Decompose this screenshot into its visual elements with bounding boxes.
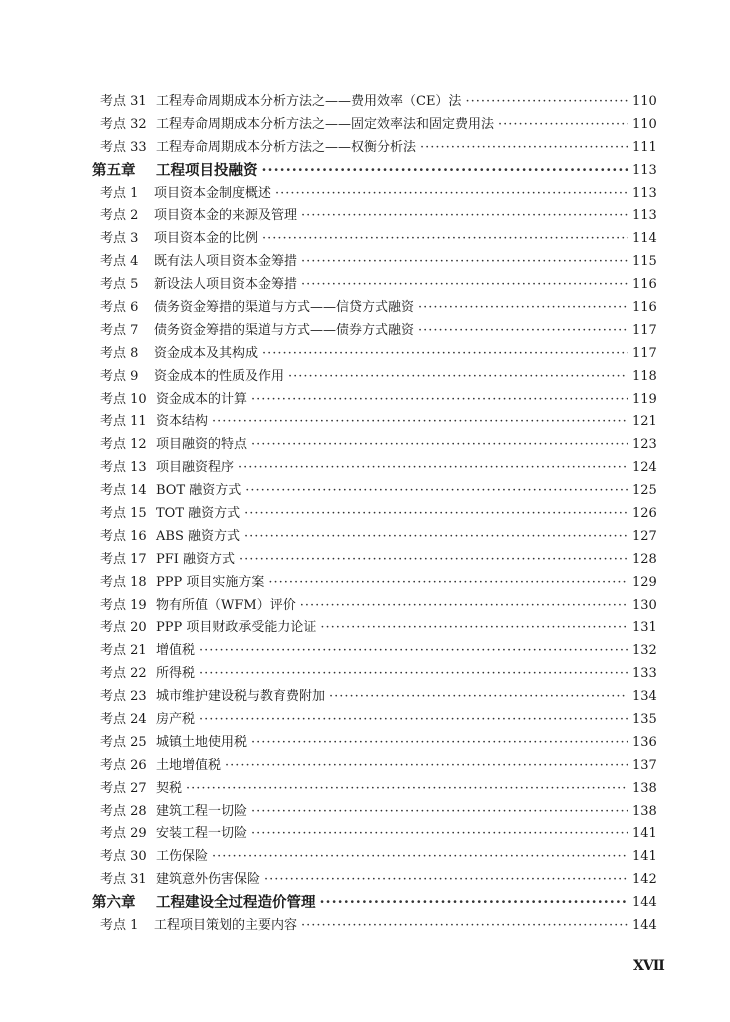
entry-title: 债务资金筹措的渠道与方式——信贷方式融资 bbox=[154, 300, 415, 315]
entry-title: 新设法人项目资本金筹措 bbox=[154, 277, 298, 293]
toc-entry bbox=[92, 320, 657, 343]
chapter-title: 工程建设全过程造价管理 bbox=[156, 894, 316, 912]
leader-dots bbox=[301, 915, 628, 938]
entry-label: 考点 23 bbox=[100, 689, 147, 705]
entry-label: 考点 8 bbox=[100, 345, 139, 361]
entry-label: 考点 9 bbox=[100, 368, 139, 384]
toc-entry bbox=[92, 526, 657, 549]
leader-dots bbox=[262, 228, 628, 251]
entry-title: 工程寿命周期成本分析方法之——权衡分析法 bbox=[156, 139, 417, 155]
entry-label: 考点 12 bbox=[100, 437, 147, 453]
toc-entry bbox=[92, 457, 657, 480]
entry-title: 安装工程一切险 bbox=[156, 826, 248, 842]
entry-label: 考点 1 bbox=[100, 185, 139, 201]
entry-title: 工伤保险 bbox=[156, 849, 209, 865]
page-ref: 133 bbox=[632, 666, 657, 682]
entry-label: 考点 25 bbox=[100, 734, 147, 750]
entry-label: 考点 13 bbox=[100, 460, 147, 476]
toc-entry bbox=[92, 137, 657, 160]
entry-label: 考点 15 bbox=[100, 506, 147, 522]
page-ref: 127 bbox=[632, 528, 657, 544]
page-ref: 138 bbox=[632, 803, 657, 819]
leader-dots bbox=[301, 274, 628, 297]
entry-label: 考点 4 bbox=[100, 254, 139, 270]
page-ref: 117 bbox=[632, 322, 657, 338]
leader-dots bbox=[245, 480, 628, 503]
leader-dots bbox=[301, 251, 628, 274]
leader-dots bbox=[251, 823, 628, 846]
page-ref: 123 bbox=[632, 437, 657, 453]
entry-title: 项目融资程序 bbox=[156, 460, 235, 476]
page-ref: 116 bbox=[632, 300, 657, 315]
leader-dots bbox=[212, 846, 628, 869]
entry-title: 增值税 bbox=[156, 643, 196, 659]
toc-entry bbox=[92, 549, 657, 572]
leader-dots bbox=[251, 389, 628, 412]
page-ref: 119 bbox=[632, 391, 657, 407]
entry-title: 工程寿命周期成本分析方法之——费用效率（CE）法 bbox=[156, 93, 462, 109]
entry-title: ABS 融资方式 bbox=[156, 528, 240, 544]
entry-title: 债务资金筹措的渠道与方式——债券方式融资 bbox=[154, 322, 415, 338]
toc-entry bbox=[92, 297, 657, 320]
toc-entry bbox=[92, 91, 657, 114]
entry-label: 考点 17 bbox=[100, 551, 147, 567]
leader-dots bbox=[244, 526, 628, 549]
page-ref: 114 bbox=[632, 231, 657, 247]
leader-dots bbox=[212, 411, 628, 434]
leader-dots bbox=[418, 320, 628, 343]
leader-dots bbox=[199, 663, 628, 686]
toc-entry bbox=[92, 732, 657, 755]
toc-entry bbox=[92, 824, 657, 847]
entry-title: 工程项目策划的主要内容 bbox=[154, 918, 298, 934]
entry-title: 建筑意外伤害保险 bbox=[156, 872, 261, 888]
leader-dots bbox=[238, 457, 628, 480]
entry-label: 考点 21 bbox=[100, 643, 147, 659]
toc-entry bbox=[92, 503, 657, 526]
toc-entry bbox=[92, 366, 657, 389]
leader-dots bbox=[465, 91, 628, 114]
entry-title: 项目资本金的来源及管理 bbox=[154, 208, 298, 224]
page-ref: 110 bbox=[632, 93, 657, 109]
toc-entry bbox=[92, 411, 657, 434]
leader-dots bbox=[186, 778, 628, 801]
page-number: XVII bbox=[633, 958, 664, 974]
toc-entry bbox=[92, 480, 657, 503]
entry-label: 考点 14 bbox=[100, 483, 147, 499]
chapter-number: 第六章 bbox=[92, 894, 136, 912]
page-ref: 113 bbox=[632, 208, 657, 224]
toc-entry bbox=[92, 595, 657, 618]
page-ref: 138 bbox=[632, 780, 657, 796]
entry-title: 所得税 bbox=[156, 666, 196, 682]
leader-dots bbox=[418, 297, 628, 320]
toc-entry bbox=[92, 915, 657, 938]
entry-label: 考点 5 bbox=[100, 277, 139, 293]
entry-title: 资金成本的计算 bbox=[156, 391, 248, 407]
page-ref: 144 bbox=[632, 895, 657, 911]
entry-title: PFI 融资方式 bbox=[156, 551, 236, 567]
page-ref: 117 bbox=[632, 345, 657, 361]
page-ref: 135 bbox=[632, 712, 657, 728]
entry-label: 考点 16 bbox=[100, 528, 147, 544]
entry-title: 城镇土地使用税 bbox=[156, 734, 248, 750]
entry-title: 工程寿命周期成本分析方法之——固定效率法和固定费用法 bbox=[156, 116, 495, 132]
leader-dots bbox=[320, 617, 628, 640]
leader-dots bbox=[199, 709, 628, 732]
entry-title: 资本结构 bbox=[156, 414, 209, 430]
entry-label: 考点 32 bbox=[100, 116, 147, 132]
leader-dots bbox=[251, 801, 628, 824]
entry-title: 资金成本及其构成 bbox=[154, 345, 259, 361]
entry-label: 考点 30 bbox=[100, 849, 147, 865]
entry-title: PPP 项目财政承受能力论证 bbox=[156, 620, 317, 636]
entry-label: 考点 19 bbox=[100, 597, 147, 613]
toc-entry bbox=[92, 663, 657, 686]
entry-title: 资金成本的性质及作用 bbox=[154, 368, 285, 384]
page-ref: 134 bbox=[632, 689, 657, 705]
entry-label: 考点 1 bbox=[100, 918, 139, 934]
toc-entry bbox=[92, 755, 657, 778]
page-ref: 111 bbox=[632, 139, 657, 155]
page-ref: 136 bbox=[632, 734, 657, 750]
entry-label: 考点 28 bbox=[100, 803, 147, 819]
table-of-contents bbox=[92, 91, 657, 938]
leader-dots bbox=[239, 549, 628, 572]
toc-entry bbox=[92, 183, 657, 206]
entry-label: 考点 20 bbox=[100, 620, 147, 636]
entry-label: 考点 7 bbox=[100, 322, 139, 338]
leader-dots bbox=[262, 160, 629, 183]
toc-entry bbox=[92, 205, 657, 228]
leader-dots bbox=[288, 366, 628, 389]
entry-label: 考点 31 bbox=[100, 872, 147, 888]
toc-entry bbox=[92, 801, 657, 824]
page-ref: 125 bbox=[632, 483, 657, 499]
entry-title: BOT 融资方式 bbox=[156, 483, 242, 499]
entry-label: 考点 2 bbox=[100, 208, 139, 224]
entry-label: 考点 22 bbox=[100, 666, 147, 682]
leader-dots bbox=[275, 183, 628, 206]
leader-dots bbox=[251, 434, 628, 457]
toc-entry bbox=[92, 846, 657, 869]
entry-title: TOT 融资方式 bbox=[156, 506, 241, 522]
toc-entry bbox=[92, 343, 657, 366]
leader-dots bbox=[498, 114, 628, 137]
toc-entry bbox=[92, 114, 657, 137]
leader-dots bbox=[251, 732, 628, 755]
leader-dots bbox=[301, 205, 628, 228]
entry-title: 建筑工程一切险 bbox=[156, 803, 248, 819]
toc-entry bbox=[92, 389, 657, 412]
toc-entry bbox=[92, 617, 657, 640]
page-ref: 115 bbox=[632, 254, 657, 270]
toc-chapter-heading bbox=[92, 892, 657, 915]
entry-title: 房产税 bbox=[156, 712, 196, 728]
entry-title: 城市维护建设税与教育费附加 bbox=[156, 689, 326, 705]
entry-label: 考点 11 bbox=[100, 414, 147, 430]
leader-dots bbox=[199, 640, 628, 663]
page-ref: 141 bbox=[632, 849, 657, 865]
chapter-number: 第五章 bbox=[92, 161, 136, 179]
toc-chapter-heading bbox=[92, 160, 657, 183]
entry-title: 物有所值（WFM）评价 bbox=[156, 597, 296, 613]
leader-dots bbox=[244, 503, 628, 526]
toc-entry bbox=[92, 572, 657, 595]
toc-entry bbox=[92, 640, 657, 663]
page-ref: 118 bbox=[632, 368, 657, 384]
entry-title: 契税 bbox=[156, 780, 183, 796]
entry-label: 考点 6 bbox=[100, 300, 139, 315]
entry-label: 考点 3 bbox=[100, 231, 139, 247]
entry-label: 考点 18 bbox=[100, 574, 147, 590]
leader-dots bbox=[264, 869, 628, 892]
toc-entry bbox=[92, 869, 657, 892]
leader-dots bbox=[268, 572, 628, 595]
page-ref: 141 bbox=[632, 826, 657, 842]
leader-dots bbox=[225, 755, 628, 778]
toc-entry bbox=[92, 686, 657, 709]
page-ref: 137 bbox=[632, 757, 657, 773]
page-ref: 129 bbox=[632, 574, 657, 590]
entry-title: 既有法人项目资本金筹措 bbox=[154, 254, 298, 270]
entry-label: 考点 31 bbox=[100, 93, 147, 109]
page-ref: 144 bbox=[632, 918, 657, 934]
page-ref: 113 bbox=[632, 162, 657, 178]
page-ref: 142 bbox=[632, 872, 657, 888]
page-ref: 110 bbox=[632, 116, 657, 132]
entry-title: PPP 项目实施方案 bbox=[156, 574, 265, 590]
entry-title: 项目融资的特点 bbox=[156, 437, 248, 453]
toc-entry bbox=[92, 709, 657, 732]
page-ref: 121 bbox=[632, 414, 657, 430]
leader-dots bbox=[329, 686, 628, 709]
page-ref: 116 bbox=[632, 277, 657, 293]
page-ref: 130 bbox=[632, 597, 657, 613]
toc-entry bbox=[92, 228, 657, 251]
toc-entry bbox=[92, 251, 657, 274]
page-ref: 132 bbox=[632, 643, 657, 659]
entry-title: 项目资本金制度概述 bbox=[154, 185, 272, 201]
page-ref: 126 bbox=[632, 506, 657, 522]
toc-entry bbox=[92, 434, 657, 457]
entry-label: 考点 10 bbox=[100, 391, 147, 407]
page-ref: 131 bbox=[632, 620, 657, 636]
leader-dots bbox=[420, 137, 628, 160]
leader-dots bbox=[262, 343, 628, 366]
page-ref: 113 bbox=[632, 185, 657, 201]
entry-title: 土地增值税 bbox=[156, 757, 222, 773]
page-ref: 124 bbox=[632, 460, 657, 476]
toc-entry bbox=[92, 274, 657, 297]
leader-dots bbox=[320, 892, 629, 915]
entry-label: 考点 33 bbox=[100, 139, 147, 155]
leader-dots bbox=[300, 595, 628, 618]
toc-entry bbox=[92, 778, 657, 801]
entry-label: 考点 24 bbox=[100, 712, 147, 728]
entry-label: 考点 29 bbox=[100, 826, 147, 842]
page-ref: 128 bbox=[632, 551, 657, 567]
entry-title: 项目资本金的比例 bbox=[154, 231, 259, 247]
chapter-title: 工程项目投融资 bbox=[156, 161, 258, 179]
entry-label: 考点 27 bbox=[100, 780, 147, 796]
entry-label: 考点 26 bbox=[100, 757, 147, 773]
